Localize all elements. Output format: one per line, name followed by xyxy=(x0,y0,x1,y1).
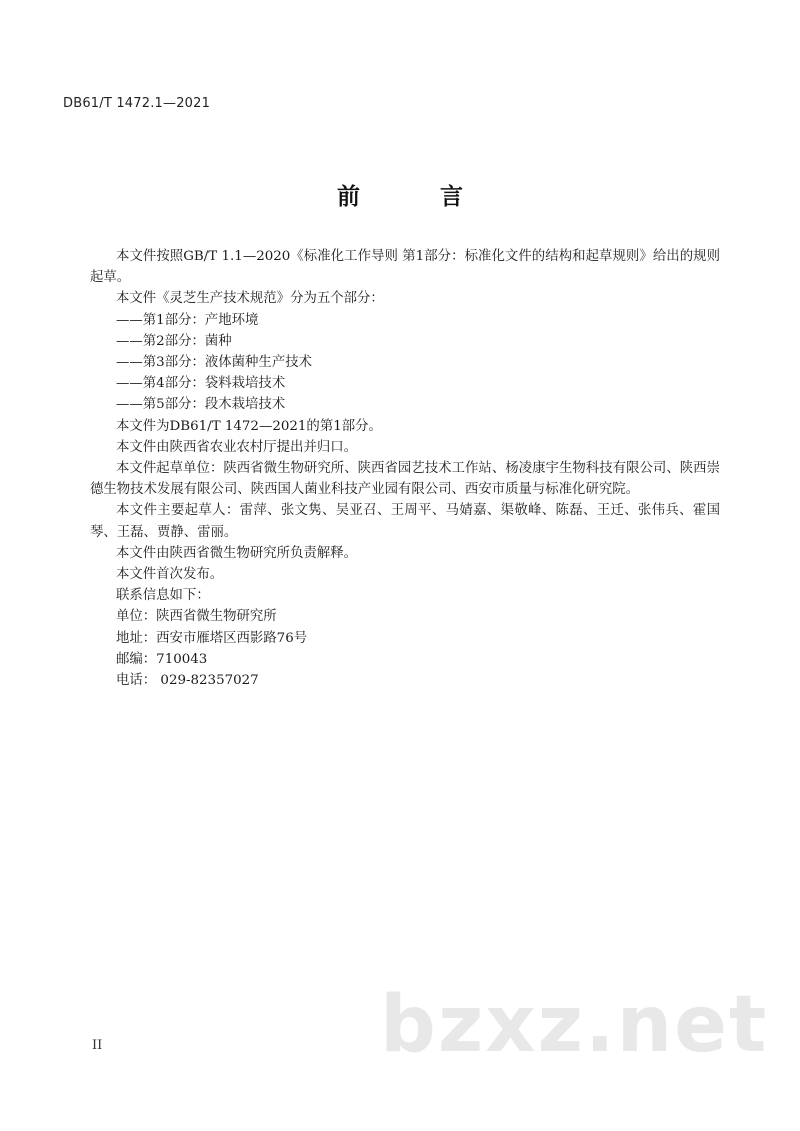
paragraph-contact-heading: 联系信息如下： xyxy=(116,588,210,604)
list-item-part-2: ——第2部分：菌种 xyxy=(116,333,232,349)
paragraph-proposer: 本文件由陕西省农业农村厅提出并归口。 xyxy=(116,439,358,455)
contact-address: 地址：西安市雁塔区西影路76号 xyxy=(116,630,308,646)
list-item-part-5: ——第5部分：段木栽培技术 xyxy=(116,397,286,413)
contact-postcode: 邮编：710043 xyxy=(116,651,208,667)
page-title: 前 言 xyxy=(336,184,499,210)
paragraph-drafting-rules: 本文件按照GB/T 1.1—2020《标准化工作导则 第1部分：标准化文件的结构和起草规则》给出的规则起草。 xyxy=(90,249,720,286)
list-item-part-3: ——第3部分：液体菌种生产技术 xyxy=(116,355,312,371)
paragraph-drafting-units: 本文件起草单位：陕西省微生物研究所、陕西省园艺技术工作站、杨凌康宇生物科技有限公司、陕西崇德生物技术发展有限公司、陕西国人菌业科技产业园有限公司、西安市质量与标准化研究院。 xyxy=(90,461,720,498)
list-item-part-1: ——第1部分：产地环境 xyxy=(116,312,259,328)
watermark: bzxz.net xyxy=(380,980,769,1070)
foreword-body xyxy=(90,246,720,691)
contact-phone: 电话： 029-82357027 xyxy=(116,673,259,689)
document-code: DB61/T 1472.1—2021 xyxy=(63,96,211,111)
paragraph-drafters: 本文件主要起草人：雷萍、张文隽、吴亚召、王周平、马婧嘉、渠敬峰、陈磊、王迁、张伟兵、霍国琴、王磊、贾静、雷丽。 xyxy=(90,503,720,540)
paragraph-interpretation: 本文件由陕西省微生物研究所负责解释。 xyxy=(116,545,358,561)
contact-unit: 单位：陕西省微生物研究所 xyxy=(116,609,277,625)
paragraph-first-release: 本文件首次发布。 xyxy=(116,567,224,583)
list-item-part-4: ——第4部分：袋料栽培技术 xyxy=(116,376,286,392)
paragraph-part-statement: 本文件为DB61/T 1472—2021的第1部分。 xyxy=(116,418,382,434)
paragraph-parts-intro: 本文件《灵芝生产技术规范》分为五个部分： xyxy=(116,291,384,307)
page-number: II xyxy=(92,1038,103,1053)
